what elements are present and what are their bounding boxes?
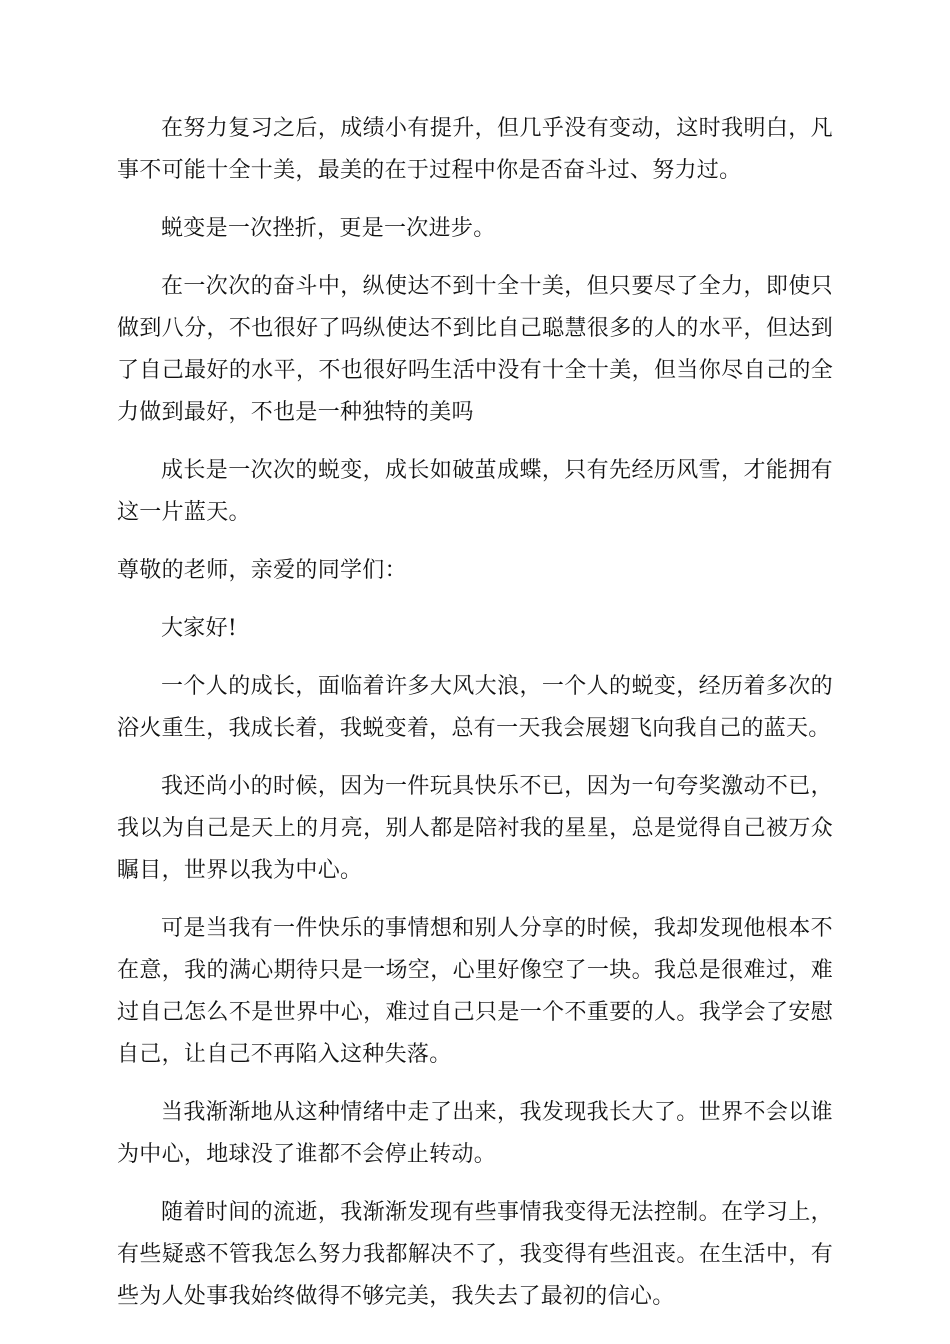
document-body	[117, 108, 833, 1334]
greeting: 大家好!	[161, 616, 238, 641]
paragraph: 我还尚小的时候，因为一件玩具快乐不已，因为一句夸奖激动不已，我以为自己是天上的月亮，别人都是陪衬我的星星，总是觉得自己被万众瞩目，世界以我为中心。	[117, 774, 833, 883]
paragraph: 在努力复习之后，成绩小有提升，但几乎没有变动，这时我明白，凡事不可能十全十美，最美的在于过程中你是否奋斗过、努力过。	[117, 116, 833, 183]
salutation: 尊敬的老师，亲爱的同学们：	[117, 558, 407, 583]
paragraph: 蜕变是一次挫折，更是一次进步。	[161, 216, 496, 241]
paragraph: 可是当我有一件快乐的事情想和别人分享的时候，我却发现他根本不在意，我的满心期待只是一场空，心里好像空了一块。我总是很难过，难过自己怎么不是世界中心，难过自己只是一个不重要的人。我学会了安慰自己，让自己不再陷入这种失落。	[117, 916, 833, 1067]
paragraph: 随着时间的流逝，我渐渐发现有些事情我变得无法控制。在学习上，有些疑惑不管我怎么努力我都解决不了，我变得有些沮丧。在生活中，有些为人处事我始终做得不够完美，我失去了最初的信心。	[117, 1200, 833, 1309]
paragraph: 一个人的成长，面临着许多大风大浪，一个人的蜕变，经历着多次的浴火重生，我成长着，我蜕变着，总有一天我会展翅飞向我自己的蓝天。	[117, 674, 833, 741]
paragraph: 成长是一次次的蜕变，成长如破茧成蝶，只有先经历风雪，才能拥有这一片蓝天。	[117, 458, 833, 525]
paragraph: 当我渐渐地从这种情绪中走了出来，我发现我长大了。世界不会以谁为中心，地球没了谁都不会停止转动。	[117, 1100, 833, 1167]
paragraph: 在一次次的奋斗中，纵使达不到十全十美，但只要尽了全力，即使只做到八分，不也很好了吗纵使达不到比自己聪慧很多的人的水平，但达到了自己最好的水平，不也很好吗生活中没有十全十美，但当你尽自己的全力做到最好，不也是一种独特的美吗	[117, 274, 833, 425]
